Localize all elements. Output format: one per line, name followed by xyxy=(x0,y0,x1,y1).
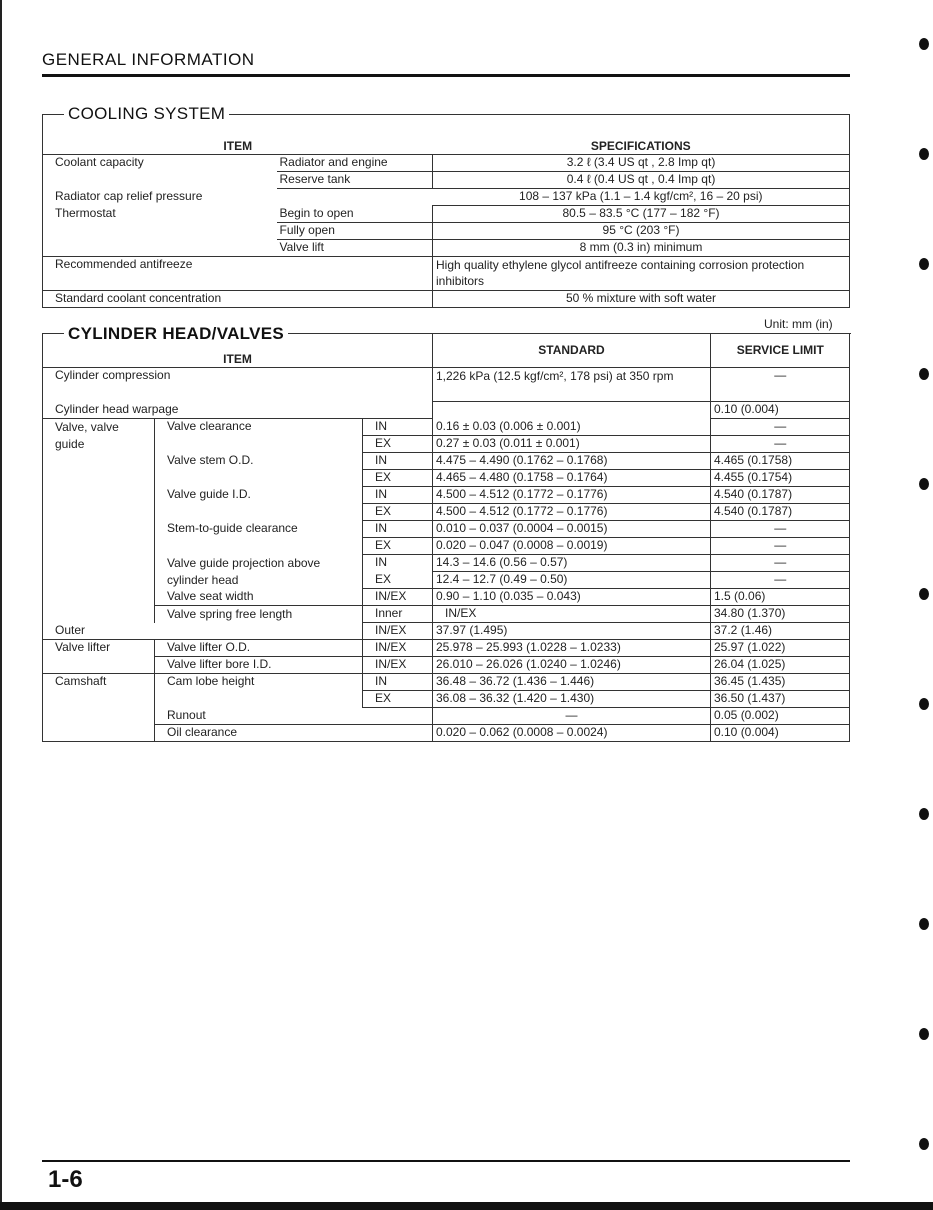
stem-od-in-standard: 4.475 – 4.490 (0.1762 – 0.1768) xyxy=(433,453,711,470)
cylinder-section-title: CYLINDER HEAD/VALVES xyxy=(64,324,288,344)
page-header-title: GENERAL INFORMATION xyxy=(42,50,255,69)
guide-projection-ex-standard: 12.4 – 12.7 (0.49 – 0.50) xyxy=(433,572,711,589)
stem-guide-ex-side: EX xyxy=(363,538,433,555)
stem-guide-in-side: IN xyxy=(363,521,433,538)
stem-od-ex-standard: 4.465 – 4.480 (0.1758 – 0.1764) xyxy=(433,470,711,487)
fully-open-label: Fully open xyxy=(277,223,433,240)
binder-hole-icon xyxy=(919,698,929,710)
binder-hole-icon xyxy=(919,808,929,820)
guide-id-ex-standard: 4.500 – 4.512 (0.1772 – 0.1776) xyxy=(433,504,711,521)
compression-limit: — xyxy=(711,368,850,402)
valve-group-label: Valve, valve guide xyxy=(43,419,155,623)
reserve-tank-spec: 0.4 ℓ (0.4 US qt , 0.4 Imp qt) xyxy=(433,172,850,189)
stem-guide-label: Stem-to-guide clearance xyxy=(167,520,298,535)
cylinder-item-header: ITEM xyxy=(43,334,433,368)
lifter-bore-label: Valve lifter bore I.D. xyxy=(155,657,363,674)
antifreeze-label: Recommended antifreeze xyxy=(43,257,433,291)
stem-od-ex-side: EX xyxy=(363,470,433,487)
compression-label: Cylinder compression xyxy=(55,368,171,382)
binder-hole-icon xyxy=(919,368,929,380)
guide-projection-ex-limit: — xyxy=(711,572,850,589)
valve-lift-label: Valve lift xyxy=(277,240,433,257)
page-bottom-edge xyxy=(0,1202,933,1210)
guide-id-ex-side: EX xyxy=(363,504,433,521)
radiator-engine-spec: 3.2 ℓ (3.4 US qt , 2.8 Imp qt) xyxy=(433,155,850,172)
spring-outer-side: IN/EX xyxy=(363,623,433,640)
concentration-label: Standard coolant concentration xyxy=(55,291,222,305)
camshaft-group-label: Camshaft xyxy=(43,674,155,742)
stem-od-ex-limit: 4.455 (0.1754) xyxy=(711,470,850,487)
lifter-bore-side: IN/EX xyxy=(363,657,433,674)
lifter-od-side: IN/EX xyxy=(363,640,433,657)
lifter-od-limit: 25.97 (1.022) xyxy=(711,640,850,657)
cam-lobe-ex-standard: 36.08 – 36.32 (1.420 – 1.430) xyxy=(433,691,711,708)
cylinder-standard-header: STANDARD xyxy=(433,334,711,368)
guide-id-in-side: IN xyxy=(363,487,433,504)
cooling-item-header: ITEM xyxy=(43,115,433,155)
seat-width-label: Valve seat width xyxy=(155,589,363,606)
binder-hole-icon xyxy=(919,1138,929,1150)
lifter-bore-limit: 26.04 (1.025) xyxy=(711,657,850,674)
binder-hole-icon xyxy=(919,478,929,490)
guide-id-in-limit: 4.540 (0.1787) xyxy=(711,487,850,504)
binder-hole-icon xyxy=(919,588,929,600)
lifter-od-standard: 25.978 – 25.993 (1.0228 – 1.0233) xyxy=(433,640,711,657)
stem-od-label: Valve stem O.D. xyxy=(167,452,254,467)
seat-width-side: IN/EX xyxy=(363,589,433,606)
runout-label: Runout xyxy=(155,708,433,725)
cooling-system-table xyxy=(42,114,850,308)
concentration-spec: 50 % mixture with soft water xyxy=(433,291,850,308)
stem-guide-ex-limit: — xyxy=(711,538,850,555)
runout-standard: — xyxy=(433,708,711,725)
compression-standard: 1,226 kPa (12.5 kgf/cm², 178 psi) at 350 rpm xyxy=(433,368,711,402)
fully-open-spec: 95 °C (203 °F) xyxy=(433,223,850,240)
warpage-label: Cylinder head warpage xyxy=(43,402,433,419)
guide-projection-in-limit: — xyxy=(711,555,850,572)
guide-projection-label: Valve guide projection above cylinder head xyxy=(167,555,321,587)
guide-projection-ex-side: EX xyxy=(363,572,433,589)
stem-od-in-side: IN xyxy=(363,453,433,470)
reserve-tank-label: Reserve tank xyxy=(277,172,433,189)
cam-lobe-in-side: IN xyxy=(363,674,433,691)
runout-limit: 0.05 (0.002) xyxy=(711,708,850,725)
guide-projection-in-side: IN xyxy=(363,555,433,572)
guide-id-in-standard: 4.500 – 4.512 (0.1772 – 0.1776) xyxy=(433,487,711,504)
seat-width-limit: 1.5 (0.06) xyxy=(711,589,850,606)
cam-lobe-label: Cam lobe height xyxy=(167,674,255,688)
thermostat-label: Thermostat xyxy=(55,205,116,220)
radiator-engine-label: Radiator and engine xyxy=(277,155,433,172)
guide-id-ex-limit: 4.540 (0.1787) xyxy=(711,504,850,521)
valve-clearance-ex-side: EX xyxy=(363,436,433,453)
binder-hole-icon xyxy=(919,258,929,270)
cap-relief-spec: 108 – 137 kPa (1.1 – 1.4 kgf/cm², 16 – 20 psi) xyxy=(433,189,850,206)
unit-note: Unit: mm (in) xyxy=(764,317,833,331)
cap-relief-label: Radiator cap relief pressure xyxy=(55,189,203,203)
begin-open-label: Begin to open xyxy=(277,206,433,223)
binder-hole-icon xyxy=(919,148,929,160)
warpage-limit: 0.10 (0.004) xyxy=(711,402,850,419)
seat-width-standard: 0.90 – 1.10 (0.035 – 0.043) xyxy=(433,589,711,606)
spring-group-label: Valve spring free length xyxy=(155,606,363,640)
spring-inner-standard: 34.80 (1.370) xyxy=(711,606,850,623)
valve-clearance-ex-limit: — xyxy=(711,436,850,453)
valve-clearance-ex-standard: 0.27 ± 0.03 (0.011 ± 0.001) xyxy=(433,436,711,453)
cam-lobe-in-limit: 36.45 (1.435) xyxy=(711,674,850,691)
stem-guide-in-limit: — xyxy=(711,521,850,538)
spring-inner-label: Inner xyxy=(363,606,433,623)
spring-outer-standard: 37.97 (1.495) xyxy=(433,623,711,640)
cylinder-head-table xyxy=(42,333,850,742)
lifter-bore-standard: 26.010 – 26.026 (1.0240 – 1.0246) xyxy=(433,657,711,674)
valve-clearance-in-side: IN xyxy=(363,419,433,436)
valve-clearance-in-standard: 0.16 ± 0.03 (0.006 ± 0.001) xyxy=(433,419,711,436)
cam-lobe-ex-limit: 36.50 (1.437) xyxy=(711,691,850,708)
lifter-group-label: Valve lifter xyxy=(43,640,155,674)
cooling-section-title: COOLING SYSTEM xyxy=(64,104,229,124)
spring-inner-side: IN/EX xyxy=(433,606,711,623)
stem-od-in-limit: 4.465 (0.1758) xyxy=(711,453,850,470)
guide-id-label: Valve guide I.D. xyxy=(167,486,251,501)
footer-rule xyxy=(42,1160,850,1162)
valve-clearance-in-limit: — xyxy=(711,419,850,436)
cylinder-limit-header: SERVICE LIMIT xyxy=(711,334,850,368)
cooling-spec-header: SPECIFICATIONS xyxy=(433,115,850,155)
valve-clearance-label: Valve clearance xyxy=(167,419,252,433)
spring-outer-label: Outer xyxy=(43,623,155,640)
spring-outer-limit: 37.2 (1.46) xyxy=(711,623,850,640)
binder-hole-icon xyxy=(919,1028,929,1040)
page-left-edge xyxy=(0,0,2,1210)
begin-open-spec: 80.5 – 83.5 °C (177 – 182 °F) xyxy=(433,206,850,223)
antifreeze-spec: High quality ethylene glycol antifreeze containing corrosion protection inhibitors xyxy=(433,257,850,291)
cam-lobe-in-standard: 36.48 – 36.72 (1.436 – 1.446) xyxy=(433,674,711,691)
oil-clearance-limit: 0.10 (0.004) xyxy=(711,725,850,742)
stem-guide-in-standard: 0.010 – 0.037 (0.0004 – 0.0015) xyxy=(433,521,711,538)
coolant-capacity-label: Coolant capacity xyxy=(55,155,144,169)
cam-lobe-ex-side: EX xyxy=(363,691,433,708)
valve-lift-spec: 8 mm (0.3 in) minimum xyxy=(433,240,850,257)
warpage-standard xyxy=(433,402,711,419)
oil-clearance-label: Oil clearance xyxy=(155,725,433,742)
binder-hole-icon xyxy=(919,918,929,930)
binder-hole-icon xyxy=(919,38,929,50)
guide-projection-in-standard: 14.3 – 14.6 (0.56 – 0.57) xyxy=(433,555,711,572)
header-rule xyxy=(42,74,850,77)
stem-guide-ex-standard: 0.020 – 0.047 (0.0008 – 0.0019) xyxy=(433,538,711,555)
lifter-od-label: Valve lifter O.D. xyxy=(155,640,363,657)
oil-clearance-standard: 0.020 – 0.062 (0.0008 – 0.0024) xyxy=(433,725,711,742)
page-number: 1-6 xyxy=(48,1166,83,1193)
